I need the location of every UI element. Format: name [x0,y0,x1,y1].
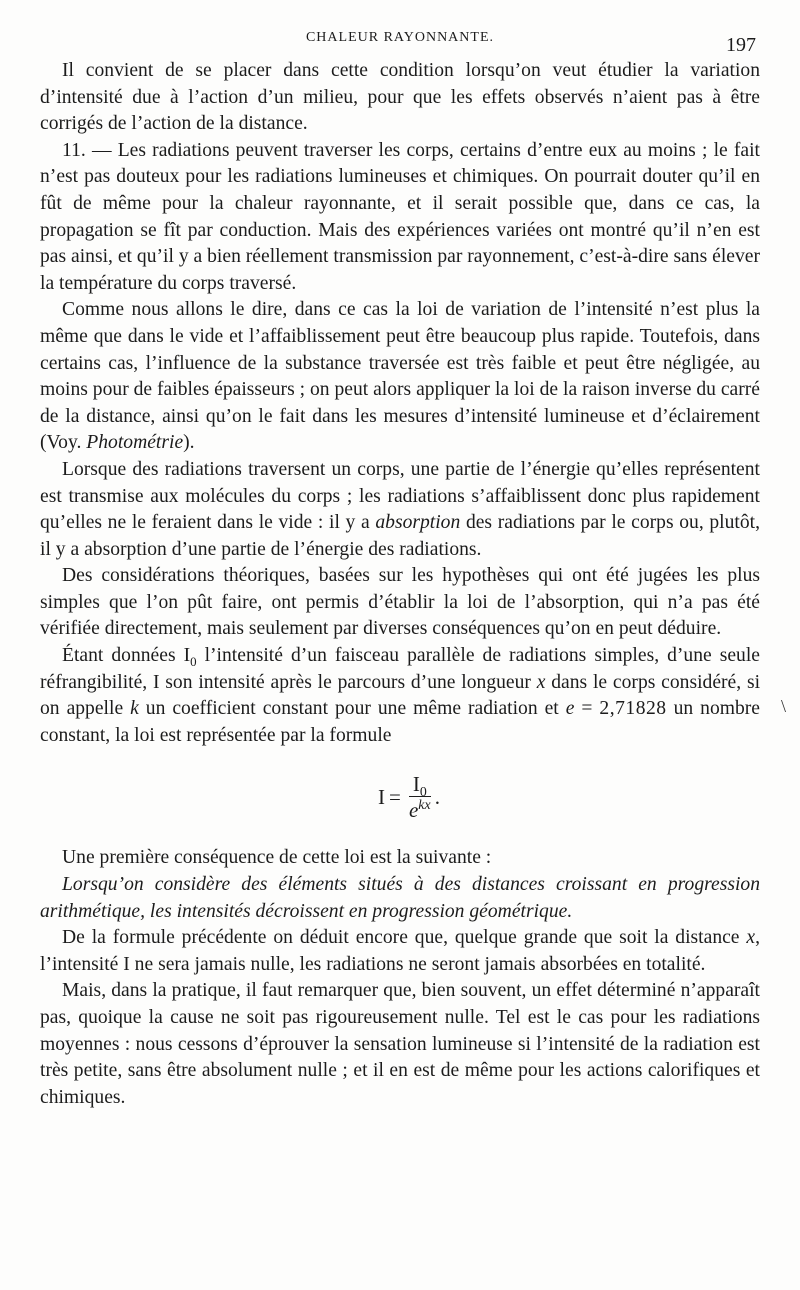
italic-statement: Lorsqu’on considère des éléments situés à des distances croissant en progression arithmétique, les intensités décroissent en progression géométrique. [40,874,760,922]
paragraph-3-end: ). [183,432,195,454]
p6-part-d: un coefficient constant pour une même radiation et [138,698,566,720]
paragraph-1: Il convient de se placer dans cette condition lorsqu’on veut étudier la variation d’intensité due à l’action d’un milieu, pour que les effets observés n’aient pas à être corrigés de l’action de la distance. [40,60,760,135]
p9-part-b: , l’intensité I ne sera jamais nulle, les radiations ne seront jamais absorbées en totalité. [40,927,760,975]
paragraph-5: Des considérations théoriques, basées sur les hypothèses qui ont été jugées les plus simples que l’on pût faire, ont permis d’établir la loi de l’absorption, qui n’a pas été vérifiée directement, mais seulement par diverses conséquences qu’on en peut déduire. [40,565,760,640]
variable-k: k [130,698,139,720]
constant-value: 2,71828 [599,698,667,720]
paragraph-9 [40,925,760,978]
p6-part-a: Étant données I [62,645,191,667]
term-absorption: absorption [375,512,461,534]
p6-subscript-zero: 0 [190,653,197,669]
body-text [40,58,760,1111]
formula-fraction [409,773,431,822]
denominator-exponent: kx [418,796,431,812]
paragraph-3 [40,297,760,457]
paragraph-2 [40,138,760,298]
paragraph-4-text: Lorsque des radiations traversent un corps, une partie de l’énergie qu’elles représentent est transmise aux molécules du corps ; les radiations s’affaiblissent donc plus rapidement qu’elles ne le feraient dans le vide : il y a [40,458,760,534]
paragraph-4-end: des radiations par le corps ou, plutôt, il y a absorption d’une partie de l’énergie des radiations. [40,512,760,560]
numerator-subscript: 0 [419,784,427,800]
p6-part-c: dans le corps considéré, si on appelle [40,671,761,720]
paragraph-2-text: — Les radiations peuvent traverser les corps, certains d’entre eux au moins ; le fait n’est pas douteux pour les radiations lumineuses et chimiques. On pourrait douter qu’il en fût de même pour la chaleur rayonnante, et il serait possible que, dans ce cas, la propagation se fît par conduction. Mais des expériences variées ont montré qu’il n’en est pas ainsi, et qu’il y a bien réellement transmission par rayonnement, c’est-à-dire sans élever la température du corps traversé. [40,139,760,294]
numerator-base: I [412,771,420,796]
page-number: 197 [726,34,756,56]
variable-x: x [536,671,546,693]
paragraph-3-text: Comme nous allons le dire, dans ce cas la loi de variation de l’intensité n’est plus la même que dans le vide et l’affaiblissement peut être beaucoup plus rapide. Toutefois, dans certains cas, l’influence de la substance traversée est très faible et peut être négligée, au moins pour de faibles épaisseurs ; on peut alors appliquer la loi de la raison inverse du carré de la distance, ainsi qu’on le fait dans les mesures d’intensité lumineuse et d’éclairement (Voy. [40,299,760,454]
p6-part-f: un nombre constant, la loi est représentée par la formule [40,698,760,746]
paragraph-7: Une première conséquence de cette loi est la suivante : [62,847,492,869]
formula-lhs: I [377,785,385,810]
paragraph-6 [40,643,760,749]
p6-part-b: l’intensité d’un faisceau parallèle de radiations simples, d’une seule réfrangibilité, I son intensité après le parcours d’une longueur [40,645,760,693]
margin-mark: \ [781,696,787,716]
p6-equals: = [574,698,600,720]
formula-equals: = [388,785,401,810]
denominator-base: e [408,797,419,822]
formula-denominator [409,797,431,822]
formula-period: . [434,785,441,810]
section-number: 11. [62,139,86,161]
paragraph-8 [40,872,760,925]
running-head: CHALEUR RAYONNANTE. [305,30,495,45]
paragraph-4 [40,457,760,563]
variable-e: e [565,698,575,720]
variable-x-2: x [746,927,756,949]
reference-photometrie: Photométrie [86,432,184,454]
p9-part-a: De la formule précédente on déduit encore que, quelque grande que soit la distance [62,927,747,949]
paragraph-10: Mais, dans la pratique, il faut remarquer que, bien souvent, un effet déterminé n’apparaît pas, quoique la cause ne soit pas rigoureusement nulle. Tel est le cas pour les radiations moyennes : nous cessons d’éprouver la sensation lumineuse si l’intensité de la radiation est très petite, sans être absolument nulle ; et il en est de même pour les actions calorifiques et chimiques. [40,980,760,1108]
absorption-formula [40,749,760,845]
formula-numerator [409,771,431,800]
